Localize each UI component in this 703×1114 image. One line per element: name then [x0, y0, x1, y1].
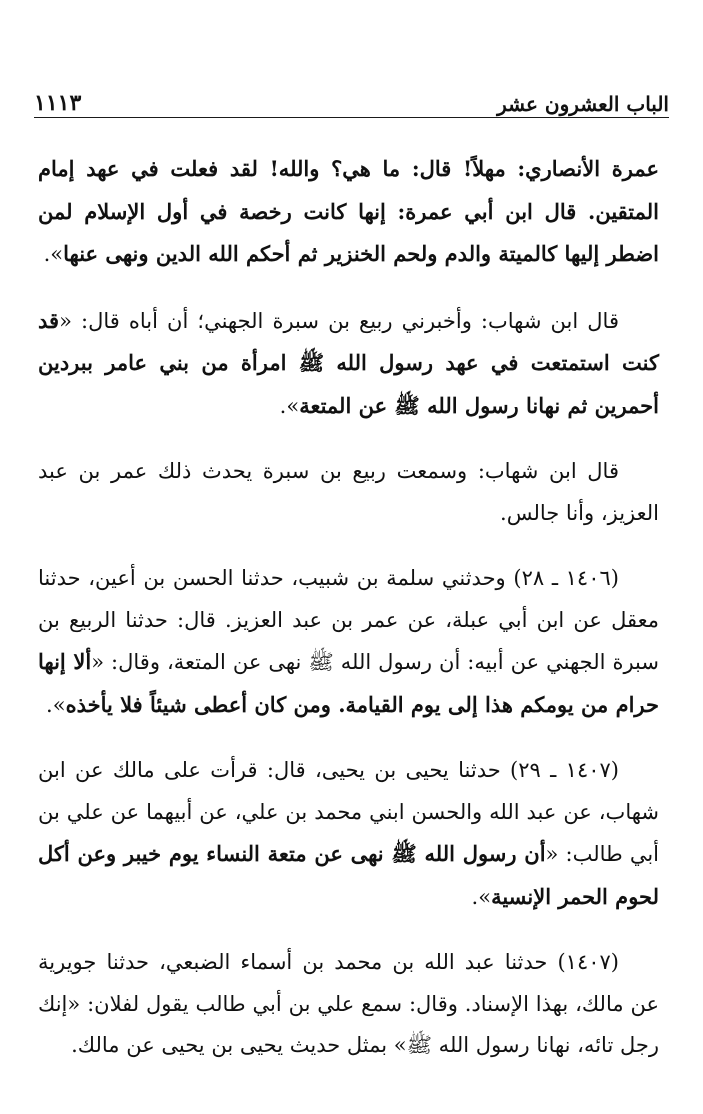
- text-segment: عمرة الأنصاري: مهلاً! قال: ما هي؟ والله! لقد فعلت في عهد إمام المتقين. قال ابن أبي عمرة: إنها كانت رخصة في أول الإسلام لمن اضطر إليها كالميتة والدم ولحم الخنزير ثم أحكم الله الدين ونهى عنها: [38, 156, 659, 266]
- text-segment: ».: [46, 692, 66, 717]
- text-segment: قال ابن شهاب: وسمعت ربيع بن سبرة يحدث ذلك عمر بن عبد العزيز، وأنا جالس.: [38, 459, 659, 525]
- hadith-1407-29: [38, 750, 659, 918]
- hadith-1407: [38, 942, 659, 1067]
- text-segment: (١٤٠٧ ـ ٢٩) حدثنا يحيى بن يحيى، قال: قرأت على مالك عن ابن شهاب، عن عبد الله والحسن ابني محمد بن علي، عن أبيهما عن علي بن أبي طالب: «: [38, 758, 660, 866]
- text-segment: أن رسول الله ﷺ نهى عن متعة النساء يوم خيبر وعن أكل لحوم الحمر الإنسية: [38, 841, 659, 909]
- text-segment: ».: [471, 884, 492, 909]
- running-header: [34, 84, 669, 118]
- text-segment: ».: [43, 242, 64, 266]
- chapter-title: الباب العشرون عشر: [489, 94, 669, 114]
- text-segment: ».: [279, 393, 300, 418]
- text-segment: قال ابن شهاب: وأخبرني ربيع بن سبرة الجهني؛ أن أباه قال: «: [59, 308, 619, 333]
- paragraph-3: [38, 451, 659, 534]
- text-segment: (١٤٠٧) حدثنا عبد الله بن محمد بن أسماء الضبعي، حدثنا جويرية عن مالك، بهذا الإسناد. وقال: سمع علي بن أبي طالب يقول لفلان: «إنك رجل تائه، نهانا رسول الله ﷺ» بمثل حديث يحيى بن يحيى عن مالك.: [38, 950, 659, 1057]
- hadith-1406-28: [38, 558, 659, 726]
- text-segment: ألا إنها حرام من يومكم هذا إلى يوم القيامة. ومن كان أعطى شيئاً فلا يأخذه: [38, 649, 659, 717]
- paragraph-2: [38, 300, 659, 428]
- text-segment: (١٤٠٦ ـ ٢٨) وحدثني سلمة بن شبيب، حدثنا الحسن بن أعين، حدثنا معقل عن ابن أبي عبلة، عن عمر بن عبد العزيز. قال: حدثنا الربيع بن سبرة الجهني عن أبيه: أن رسول الله ﷺ نهى عن المتعة، وقال: «: [38, 566, 659, 674]
- paragraph-1: [38, 148, 659, 276]
- page-body: [38, 148, 659, 1091]
- text-segment: قد كنت استمتعت في عهد رسول الله ﷺ امرأة من بني عامر ببردين أحمرين ثم نهانا رسول الله ﷺ عن المتعة: [38, 307, 659, 418]
- page-number: ١١١٣: [34, 92, 89, 114]
